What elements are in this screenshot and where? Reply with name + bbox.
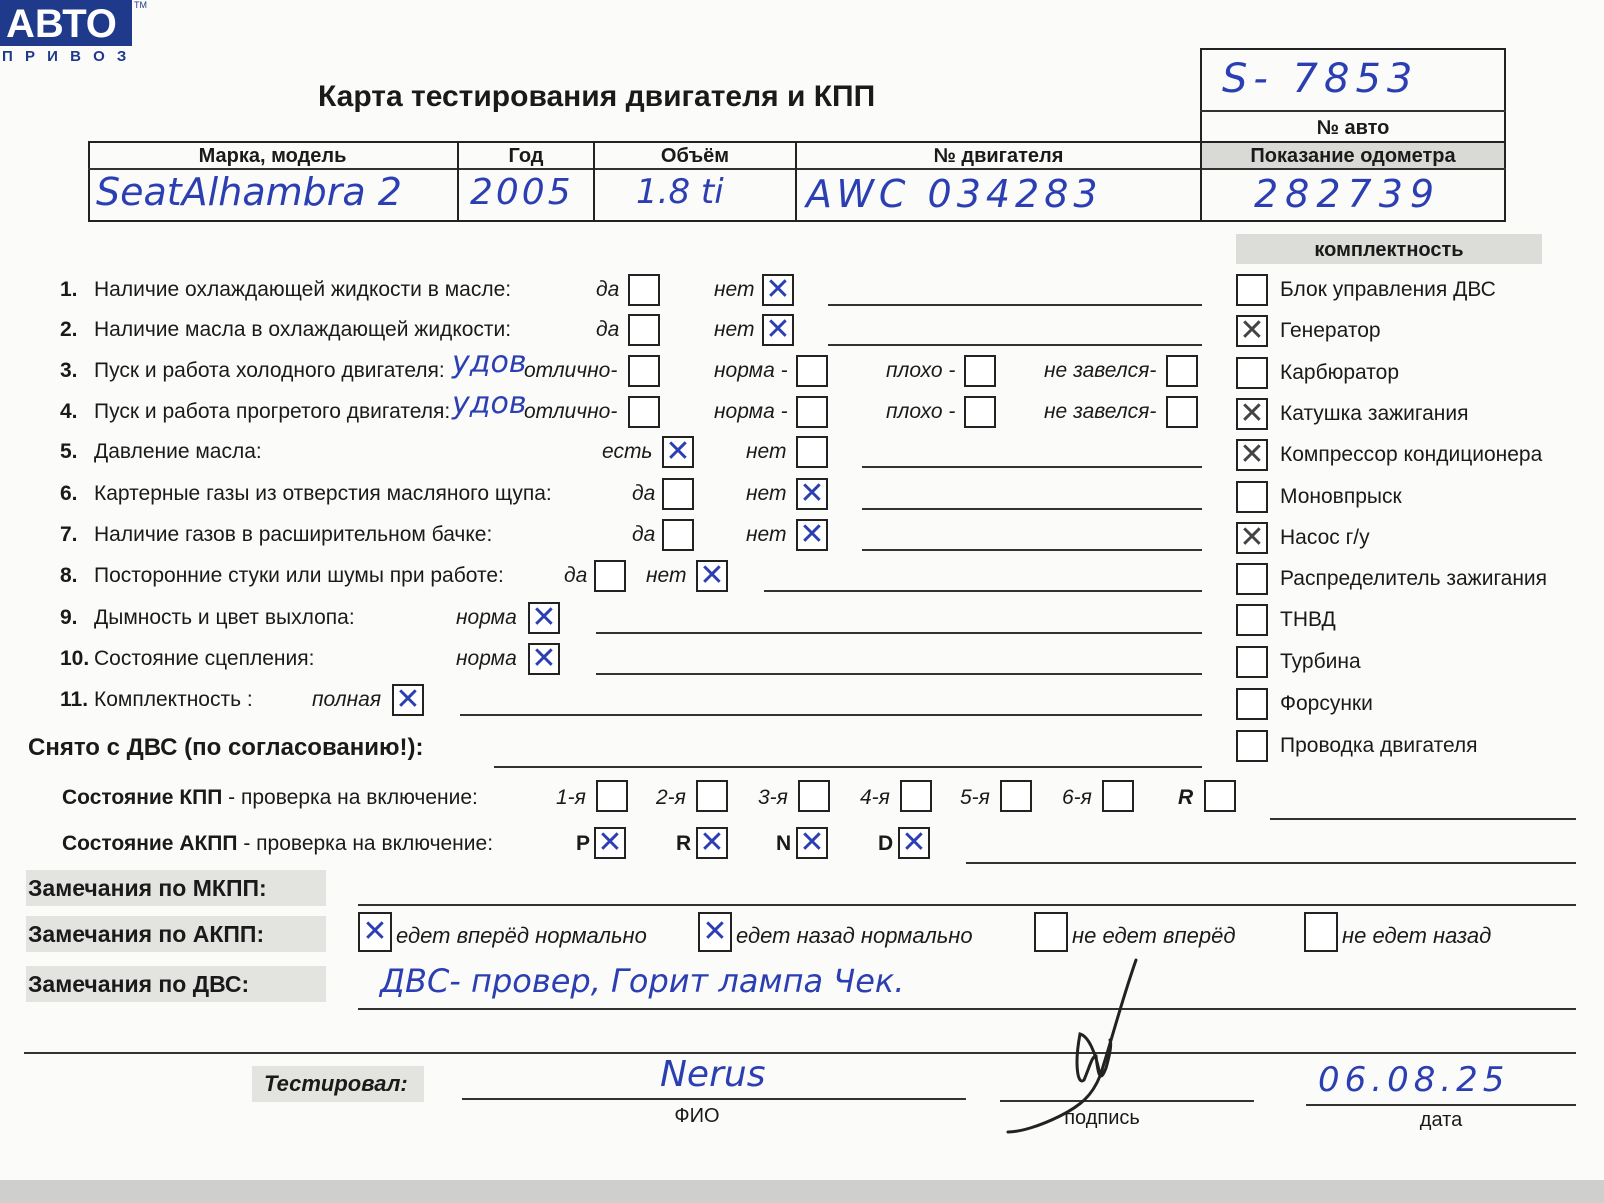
item-number: 1. <box>60 278 78 301</box>
option-checkbox[interactable] <box>964 396 996 428</box>
option-checkbox[interactable] <box>964 355 996 387</box>
option-a-label: полная <box>312 688 382 711</box>
tested-by-label: Тестировал: <box>264 1071 408 1096</box>
item-label: Наличие газов в расширительном бачке: <box>94 523 493 546</box>
check-mark-icon: ✕ <box>597 825 623 860</box>
check-mark-icon: ✕ <box>1239 437 1265 473</box>
completeness-checkbox[interactable] <box>1236 646 1268 678</box>
item-comment-line[interactable] <box>596 673 1202 675</box>
brand-model-value: SeatAlhambra 2 <box>96 170 402 214</box>
mkpp-gear-label: 3-я <box>758 786 788 809</box>
odometer-header: Показание одометра <box>1250 145 1456 167</box>
akpp-remark-label: едет вперёд нормально <box>396 923 647 948</box>
year-value: 2005 <box>470 172 574 213</box>
option-a-label: норма <box>456 606 517 629</box>
logo-main-text: АВТО <box>6 2 117 46</box>
item-label: Давление масла: <box>94 440 262 463</box>
option-b-label: нет <box>746 523 787 546</box>
item-comment-line[interactable] <box>828 304 1202 306</box>
mkpp-gear-label: 2-я <box>656 786 686 809</box>
mkpp-gear-checkbox[interactable] <box>1204 780 1236 812</box>
item-label: Пуск и работа холодного двигателя: <box>94 359 445 382</box>
option-a-checkbox[interactable] <box>628 314 660 346</box>
odometer-value: 282739 <box>1254 172 1442 216</box>
option-label: не завелся- <box>1044 359 1157 382</box>
completeness-checkbox[interactable] <box>1236 481 1268 513</box>
check-mark-icon: ✕ <box>699 558 725 593</box>
date-line[interactable] <box>1306 1104 1576 1106</box>
completeness-item-label: Катушка зажигания <box>1280 401 1469 425</box>
completeness-checkbox[interactable] <box>1236 274 1268 306</box>
fio-label: ФИО <box>674 1105 720 1127</box>
option-a-checkbox[interactable] <box>662 519 694 551</box>
completeness-item-label: Компрессор кондиционера <box>1280 443 1543 467</box>
option-a-label: норма <box>456 647 517 670</box>
item-label: Комплектность : <box>94 688 253 711</box>
akpp-remark-label: не едет вперёд <box>1072 923 1236 948</box>
option-b-label: нет <box>714 318 755 341</box>
akpp-remark-checkbox[interactable] <box>1304 912 1338 952</box>
item-comment-line[interactable] <box>862 508 1202 510</box>
mkpp-gear-checkbox[interactable] <box>900 780 932 812</box>
option-a-label: есть <box>602 440 653 463</box>
mkpp-gear-label: 5-я <box>960 786 990 809</box>
item-comment-line[interactable] <box>460 714 1202 716</box>
mkpp-gear-label: 6-я <box>1062 786 1092 809</box>
mkpp-gear-checkbox[interactable] <box>696 780 728 812</box>
mkpp-gear-label: 1-я <box>556 786 586 809</box>
akpp-remark-checkbox[interactable] <box>1034 912 1068 952</box>
completeness-item-label: Распределитель зажигания <box>1280 567 1548 591</box>
akpp-remark-label: едет назад нормально <box>736 923 973 948</box>
option-a-checkbox[interactable] <box>628 274 660 306</box>
option-label: отлично- <box>524 359 618 382</box>
item-note: удов <box>452 386 527 421</box>
check-mark-icon: ✕ <box>362 914 388 949</box>
option-label: не завелся- <box>1044 400 1157 423</box>
item-label: Дымность и цвет выхлопа: <box>94 606 355 629</box>
item-number: 7. <box>60 523 78 546</box>
check-mark-icon: ✕ <box>699 825 725 860</box>
check-mark-icon: ✕ <box>765 312 791 347</box>
option-label: плохо - <box>886 400 956 423</box>
check-mark-icon: ✕ <box>395 682 421 717</box>
item-label: Посторонние стуки или шумы при работе: <box>94 564 504 587</box>
completeness-checkbox[interactable] <box>1236 730 1268 762</box>
option-a-checkbox[interactable] <box>662 478 694 510</box>
item-number: 6. <box>60 482 78 505</box>
mkpp-gear-checkbox[interactable] <box>596 780 628 812</box>
item-label: Наличие охлаждающей жидкости в масле: <box>94 278 512 301</box>
mkpp-gear-checkbox[interactable] <box>1102 780 1134 812</box>
option-b-label: нет <box>714 278 755 301</box>
item-comment-line[interactable] <box>862 549 1202 551</box>
mkpp-gear-checkbox[interactable] <box>1000 780 1032 812</box>
volume-value: 1.8 ti <box>636 172 724 212</box>
remarks-akpp-label: Замечания по АКПП: <box>28 921 265 947</box>
item-comment-line[interactable] <box>764 590 1202 592</box>
item-number: 3. <box>60 359 78 382</box>
check-mark-icon: ✕ <box>702 914 728 949</box>
logo-tm: TM <box>134 0 147 10</box>
remarks-dvs-value: ДВС- провер, Горит лампа Чек. <box>380 962 905 1000</box>
tester-name-line[interactable] <box>462 1098 966 1100</box>
mkpp-gear-checkbox[interactable] <box>798 780 830 812</box>
option-a-label: да <box>632 523 656 546</box>
completeness-checkbox[interactable] <box>1236 563 1268 595</box>
engine-number-value: AWC 034283 <box>806 172 1103 216</box>
item-number: 2. <box>60 318 78 341</box>
mkpp-state-label: Состояние КПП - проверка на включение: <box>62 786 478 809</box>
check-mark-icon: ✕ <box>1239 395 1265 431</box>
check-mark-icon: ✕ <box>765 272 791 307</box>
completeness-item-label: ТНВД <box>1280 608 1336 632</box>
check-mark-icon: ✕ <box>1239 313 1265 349</box>
date-value: 06.08.25 <box>1318 1060 1510 1100</box>
item-label: Картерные газы из отверстия масляного щупа: <box>94 482 552 505</box>
completeness-title: комплектность <box>1314 239 1464 261</box>
item-number: 9. <box>60 606 78 629</box>
completeness-item-label: Блок управления ДВС <box>1280 278 1496 301</box>
mkpp-gear-label: R <box>1178 786 1194 809</box>
option-a-checkbox[interactable] <box>594 560 626 592</box>
item-number: 5. <box>60 440 78 463</box>
akpp-gear-label: N <box>776 832 792 855</box>
completeness-item-label: Генератор <box>1280 319 1381 343</box>
auto-number-label: № авто <box>1316 117 1390 139</box>
akpp-remark-label: не едет назад <box>1342 923 1492 948</box>
akpp-gear-label: P <box>576 832 591 855</box>
option-checkbox[interactable] <box>628 396 660 428</box>
completeness-checkbox[interactable] <box>1236 357 1268 389</box>
akpp-gear-label: R <box>676 832 692 855</box>
option-checkbox[interactable] <box>796 396 828 428</box>
check-mark-icon: ✕ <box>799 825 825 860</box>
completeness-item-label: Форсунки <box>1280 692 1373 715</box>
brand-model-header: Марка, модель <box>198 145 347 167</box>
year-header: Год <box>508 145 544 167</box>
check-mark-icon: ✕ <box>665 434 691 469</box>
volume-header: Объём <box>660 145 730 167</box>
remarks-dvs-label: Замечания по ДВС: <box>28 971 250 997</box>
item-number: 8. <box>60 564 78 587</box>
check-mark-icon: ✕ <box>799 476 825 511</box>
removed-label: Снято с ДВС (по согласованию!): <box>28 734 424 761</box>
option-checkbox[interactable] <box>1166 355 1198 387</box>
option-a-label: да <box>596 318 620 341</box>
tester-name-value: Nerus <box>660 1054 766 1095</box>
item-comment-line[interactable] <box>828 344 1202 346</box>
option-label: норма - <box>714 359 788 382</box>
akpp-state-label: Состояние АКПП - проверка на включение: <box>62 832 494 855</box>
check-mark-icon: ✕ <box>1239 519 1265 555</box>
option-label: норма - <box>714 400 788 423</box>
check-mark-icon: ✕ <box>531 641 557 676</box>
akpp-gear-label: D <box>878 832 894 855</box>
date-label: дата <box>1419 1109 1463 1131</box>
mkpp-gear-label: 4-я <box>860 786 890 809</box>
option-b-label: нет <box>646 564 687 587</box>
removed-line[interactable] <box>494 766 1202 768</box>
avtoprivoz-logo <box>0 0 147 68</box>
item-label: Состояние сцепления: <box>94 647 315 670</box>
completeness-checkbox[interactable] <box>1236 688 1268 720</box>
item-label: Наличие масла в охлаждающей жидкости: <box>94 318 512 341</box>
option-a-label: да <box>564 564 588 587</box>
option-checkbox[interactable] <box>796 355 828 387</box>
item-label: Пуск и работа прогретого двигателя: <box>94 400 451 423</box>
completeness-item-label: Карбюратор <box>1280 360 1400 384</box>
remarks-mkpp-label: Замечания по МКПП: <box>28 875 267 901</box>
check-mark-icon: ✕ <box>799 517 825 552</box>
item-note: удов <box>452 345 527 380</box>
option-label: плохо - <box>886 359 956 382</box>
completeness-checkbox[interactable] <box>1236 604 1268 636</box>
form-title: Карта тестирования двигателя и КПП <box>318 80 876 113</box>
option-b-label: нет <box>746 482 787 505</box>
option-checkbox[interactable] <box>1166 396 1198 428</box>
completeness-item-label: Проводка двигателя <box>1280 734 1478 758</box>
remarks-mkpp-line[interactable] <box>358 904 1576 906</box>
option-a-label: да <box>596 278 620 301</box>
item-number: 4. <box>60 400 78 423</box>
option-a-label: да <box>632 482 656 505</box>
auto-number-value: S- 7853 <box>1222 56 1419 102</box>
logo-sub-text: П Р И В О З <box>2 48 131 65</box>
completeness-item-label: Моновпрыск <box>1280 484 1402 508</box>
option-label: отлично- <box>524 400 618 423</box>
option-b-label: нет <box>746 440 787 463</box>
engine-number-header: № двигателя <box>933 145 1064 167</box>
check-mark-icon: ✕ <box>531 600 557 635</box>
signature-label: подпись <box>1064 1107 1140 1129</box>
item-number: 10. <box>60 647 90 670</box>
option-checkbox[interactable] <box>628 355 660 387</box>
remarks-dvs-line[interactable] <box>358 1008 1576 1010</box>
item-comment-line[interactable] <box>862 466 1202 468</box>
item-number: 11. <box>60 688 89 711</box>
completeness-item-label: Насос г/у <box>1280 525 1370 549</box>
item-comment-line[interactable] <box>596 632 1202 634</box>
completeness-item-label: Турбина <box>1280 649 1361 673</box>
check-mark-icon: ✕ <box>901 825 927 860</box>
option-b-checkbox[interactable] <box>796 436 828 468</box>
